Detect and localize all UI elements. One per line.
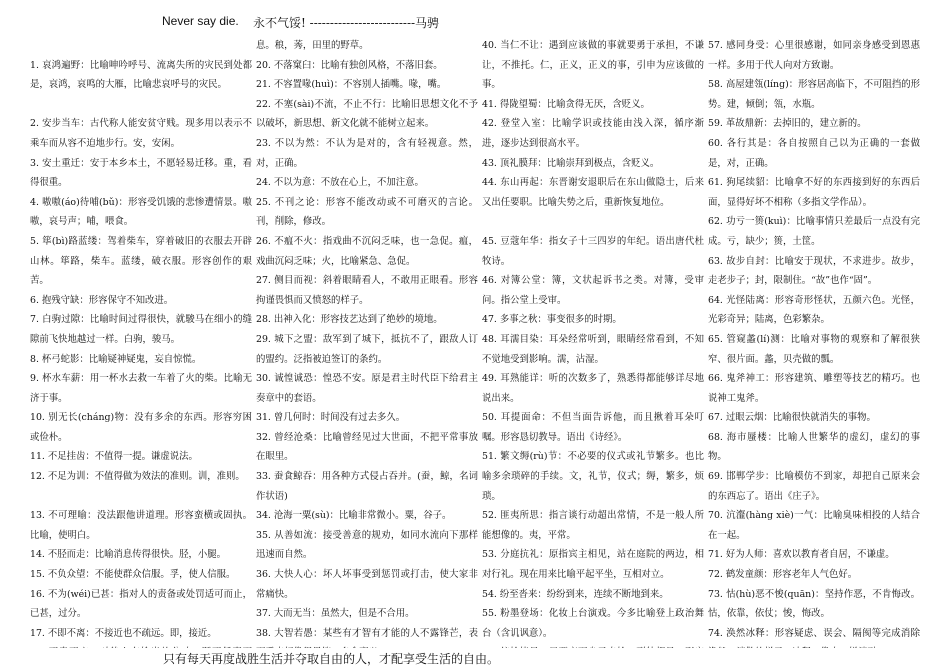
idiom-entry: 47. 多事之秋：事变很多的时期。 xyxy=(482,314,622,326)
column-3 xyxy=(482,36,704,648)
idiom-entry: 60. 各行其是：各自按照自己以为正确的一套做是，对，正确。 xyxy=(708,137,920,169)
idiom-entry: 1. 哀鸿遍野：比喻呻吟呼号、流离失所的灾民到处都是，哀鸿，哀鸣的大雁，比喻悲哀呼号的灾民。 xyxy=(30,59,252,91)
idiom-entry: 62. 功亏一篑(kuì)：比喻事情只差最后一点没有完成。亏，缺少；篑，土筐。 xyxy=(708,216,920,247)
idiom-entry: 58. 高屋建瓴(líng)：形容居高临下，不可阻挡的形势。建，倾倒；瓴，水瓶。 xyxy=(708,79,920,110)
idiom-entry: 13. 不可理喻：没法跟他讲道理。形容蛮横或固执。比喻，使明白。 xyxy=(30,510,252,541)
idiom-entry: 22. 不塞(sài)不流，不止不行：比喻旧思想文化不予以破坏，新思想、新文化就不能树立起来。 xyxy=(256,98,478,130)
idiom-entry: 24. 不以为意：不放在心上，不加注意。 xyxy=(256,177,424,189)
idiom-entry: 6. 抱残守缺：形容保守不知改进。 xyxy=(30,294,174,306)
idiom-entry: 73. 怙(hù)恶不悛(quān)：坚持作恶，不肯悔改。怙，依靠，依仗；悛，悔改。 xyxy=(708,588,920,620)
idiom-entry: 21. 不容置喙(huì)：不容别人插嘴。喙，嘴。 xyxy=(256,79,447,91)
idiom-entry: 44. 东山再起：东晋谢安退职后在东山做隐士，后来又出任要职。比喻失势之后，重新恢复地位。 xyxy=(482,177,704,208)
idiom-entry: 10. 别无长(cháng)物：没有多余的东西。形容穷困或俭朴。 xyxy=(30,412,252,443)
idiom-entry: 52. 匪夷所思：指言谈行动超出常情，不是一般人所能想像的。夷，平常。 xyxy=(482,510,704,541)
idiom-entry: 2. 安步当车：古代称人能安贫守贱。现多用以表示不乘车而从容不迫地步行。安，安闲。 xyxy=(30,118,252,149)
idiom-entry: 25. 不刊之论：形容不能改动或不可磨灭的言论。刊，削除，修改。 xyxy=(256,196,478,228)
idiom-entry: 17. 不即不离：不接近也不疏远。即，接近。 xyxy=(30,627,217,639)
idiom-entry: 67. 过眼云烟：比喻很快就消失的事物。 xyxy=(708,412,876,424)
idiom-entry: 41. 得陇望蜀：比喻贪得无厌，含贬义。 xyxy=(482,98,650,110)
idiom-entry: 72. 鹤发童颜：形容老年人气色好。 xyxy=(708,569,858,581)
idiom-entry: 40. 当仁不让：遇到应该做的事就要勇于承担，不谦让，不推托。仁，正义，正义的事，引申为应该做的事。 xyxy=(482,40,704,91)
idiom-entry: 34. 沧海一粟(sù)：比喻非常微小。粟，谷子。 xyxy=(256,510,452,522)
idiom-entry: 46. 对簿公堂：簿，文状起诉书之类。对簿，受审问。指公堂上受审。 xyxy=(482,275,704,306)
spacer xyxy=(30,36,252,56)
column-2 xyxy=(256,36,478,648)
idiom-entry: 54. 纷至沓来：纷纷到来，连续不断地到来。 xyxy=(482,588,669,600)
idiom-entry: 70. 沆瀣(hàng xiè)一气：比喻臭味相投的人结合在一起。 xyxy=(708,510,920,541)
idiom-entry: 43. 顶礼膜拜：比喻崇拜到极点，含贬义。 xyxy=(482,157,660,169)
idiom-entry: 50. 耳提面命：不但当面告诉他，而且揪着耳朵叮嘱。形容恳切教导。语出《诗经》。 xyxy=(482,412,704,443)
idiom-entry: 29. 城下之盟：敌军到了城下，抵抗不了，跟敌人订的盟约。泛指被迫签订的条约。 xyxy=(256,333,478,365)
idiom-entry: 4. 嗷嗷(áo)待哺(bǔ)：形容受饥饿的悲惨遭情景。嗷嗷，哀号声；哺，喂食。 xyxy=(30,196,252,228)
idiom-entry: 48. 耳濡目染：耳朵经常听到，眼睛经常看到，不知不觉地受到影响。濡，沾湿。 xyxy=(482,333,704,365)
idiom-entry: 74. 涣然冰释：形容疑虑、误会、隔阂等完成消除 xyxy=(708,627,920,639)
idiom-entry: 37. 大而无当：虽然大，但是不合用。 xyxy=(256,608,415,620)
idiom-entry: 53. 分庭抗礼：原指宾主相见，站在庭院的两边，相对行礼。现在用来比喻平起平坐，互相对立。 xyxy=(482,549,704,581)
english-motto: Never say die. xyxy=(162,14,239,28)
spacer xyxy=(30,487,252,507)
idiom-entry: 38. 大智若愚：某些有才智有才能的人不露锋芒，表 xyxy=(256,627,478,639)
idiom-entry: 3. 安土重迁：安于本乡本土，不愿轻易迁移。重，看得很重。 xyxy=(30,157,252,189)
idiom-entry: 63. 故步自封：比喻安于现状，不求进步。故步，走老步子；封，限制住。“故”也作“固”。 xyxy=(708,255,920,287)
idiom-entry: 49. 耳熟能详：听的次数多了，熟悉得都能够详尽地说出来。 xyxy=(482,373,704,404)
idiom-entry: 55. 粉墨登场：化妆上台演戏。今多比喻登上政治舞台（含讥讽意）。 xyxy=(482,608,704,639)
idiom-entry: 16. 不为(wéi)已甚：指对人的责备或处罚适可而止，已甚，过分。 xyxy=(30,588,252,620)
idiom-entry: 66. 鬼斧神工：形容建筑、雕塑等技艺的精巧。也说神工鬼斧。 xyxy=(708,373,920,404)
idiom-entry: 64. 光怪陆离：形容奇形怪状，五颜六色。光怪，光彩奇异；陆离，色彩繁杂。 xyxy=(708,294,920,326)
idiom-entry: 57. 感同身受：心里很感谢，如同亲身感受到恩惠一样。多用于代人向对方致谢。 xyxy=(708,40,920,71)
idiom-entry: 9. 杯水车薪：用一杯水去救一车着了火的柴。比喻无济于事。 xyxy=(30,373,252,404)
idiom-entry: 69. 邯郸学步：比喻模仿不到家，却把自己原来会的东西忘了。语出《庄子》。 xyxy=(708,471,920,502)
idiom-entry: 12. 不足为训：不值得做为效法的准则。训，准则。 xyxy=(30,471,245,483)
idiom-entry: 14. 不胫而走：比喻消息传得很快。胫，小腿。 xyxy=(30,549,227,561)
idiom-entry: 65. 管窥蠡(lí)测：比喻对事物的观察和了解很狭窄、很片面。蠡，贝壳做的瓢。 xyxy=(708,333,920,365)
idiom-entry: 32. 曾经沧桑：比喻曾经见过大世面，不把平常事放在眼里。 xyxy=(256,431,478,463)
idiom-entry: 5. 筚(bì)路蓝缕：驾着柴车，穿着破旧的衣服去开辟山林。筚路，柴车。蓝缕，破衣服。形容创作的艰苦。 xyxy=(30,235,252,287)
idiom-entry: 15. 不负众望：不能使群众信服。孚，使人信服。 xyxy=(30,569,236,581)
idiom-entry: 42. 登堂入室：比喻学识或技能由浅入深，循序渐进，逐步达到很高水平。 xyxy=(482,118,704,149)
spacer xyxy=(482,212,704,232)
idiom-entry xyxy=(30,643,252,648)
idiom-entry: 7. 白驹过隙：比喻时间过得很快，就駿马在细小的缝隙前飞快地越过一样。白驹，骏马。 xyxy=(30,314,252,345)
idiom-entry: 息。稂，莠，田里的野草。 xyxy=(256,40,369,51)
chinese-motto: 永不气馁! --------------------------马骋 xyxy=(253,16,440,30)
spacer xyxy=(30,95,252,115)
idiom-entry: 20. 不落窠臼：比喻有独创风格，不落旧套。 xyxy=(256,59,443,71)
footer-quote: 只有每天再度战胜生活并夺取自由的人，才配享受生活的自由。 xyxy=(163,652,500,666)
idiom-entry: 51. 繁文缛(rù)节：不必要的仪式或礼节繁多。也比喻多余琐碎的手续。文，礼节，仪式；缛，繁多，烦琐。 xyxy=(482,451,704,502)
idiom-entry: 31. 曾几何时：时间没有过去多久。 xyxy=(256,412,406,424)
idiom-entry: 23. 不以为然：不认为是对的，含有轻视意。然，对，正确。 xyxy=(256,137,478,169)
idiom-entry: 68. 海市蜃楼：比喻人世繁华的虚幻，虚幻的事物。 xyxy=(708,431,920,463)
idiom-entry: 36. 大快人心：坏人坏事受到惩罚或打击，使大家非常痛快。 xyxy=(256,569,478,600)
idiom-entry: 30. 诚惶诚恐：惶恐不安。原是君主时代臣下给君主奏章中的套语。 xyxy=(256,373,478,404)
idiom-columns xyxy=(30,36,920,648)
idiom-entry: 11. 不足挂齿：不值得一提。谦虚说法。 xyxy=(30,451,198,463)
idiom-entry: 35. 从善如流：接受善意的规劝，如同水流向下那样迅速而自然。 xyxy=(256,529,478,561)
idiom-entry: 45. 豆蔻年华：指女子十三四岁的年纪。语出唐代杜牧诗。 xyxy=(482,235,704,267)
page-header xyxy=(0,10,950,32)
column-4 xyxy=(708,36,920,648)
idiom-entry: 71. 好为人师：喜欢以教育者自居，不谦虚。 xyxy=(708,549,895,561)
idiom-entry: 59. 革故鼎新：去掉旧的，建立新的。 xyxy=(708,118,867,130)
idiom-entry: 26. 不瘟不火：指戏曲不沉闷乏味，也一急促。瘟，戏曲沉闷乏味；火，比喻紧急、急促。 xyxy=(256,235,478,267)
idiom-entry: 28. 出神入化：形容技艺达到了绝妙的境地。 xyxy=(256,314,443,326)
idiom-entry: 61. 狗尾续貂：比喻拿不好的东西接到好的东西后面，显得好坏不相称（多指文学作品）。 xyxy=(708,177,920,208)
idiom-entry: 33. 蚕食鲸吞：用各种方式侵占吞并。(蚕，鲸，名词作状语) xyxy=(256,471,478,502)
idiom-entry: 27. 侧目而视：斜着眼睛看人，不敢用正眼看。形容拘谨畏惧而又愤怒的样子。 xyxy=(256,275,478,306)
column-1 xyxy=(30,36,252,648)
idiom-entry xyxy=(482,643,704,648)
idiom-entry: 8. 杯弓蛇影：比喻疑神疑鬼，妄自惊慌。 xyxy=(30,353,202,365)
